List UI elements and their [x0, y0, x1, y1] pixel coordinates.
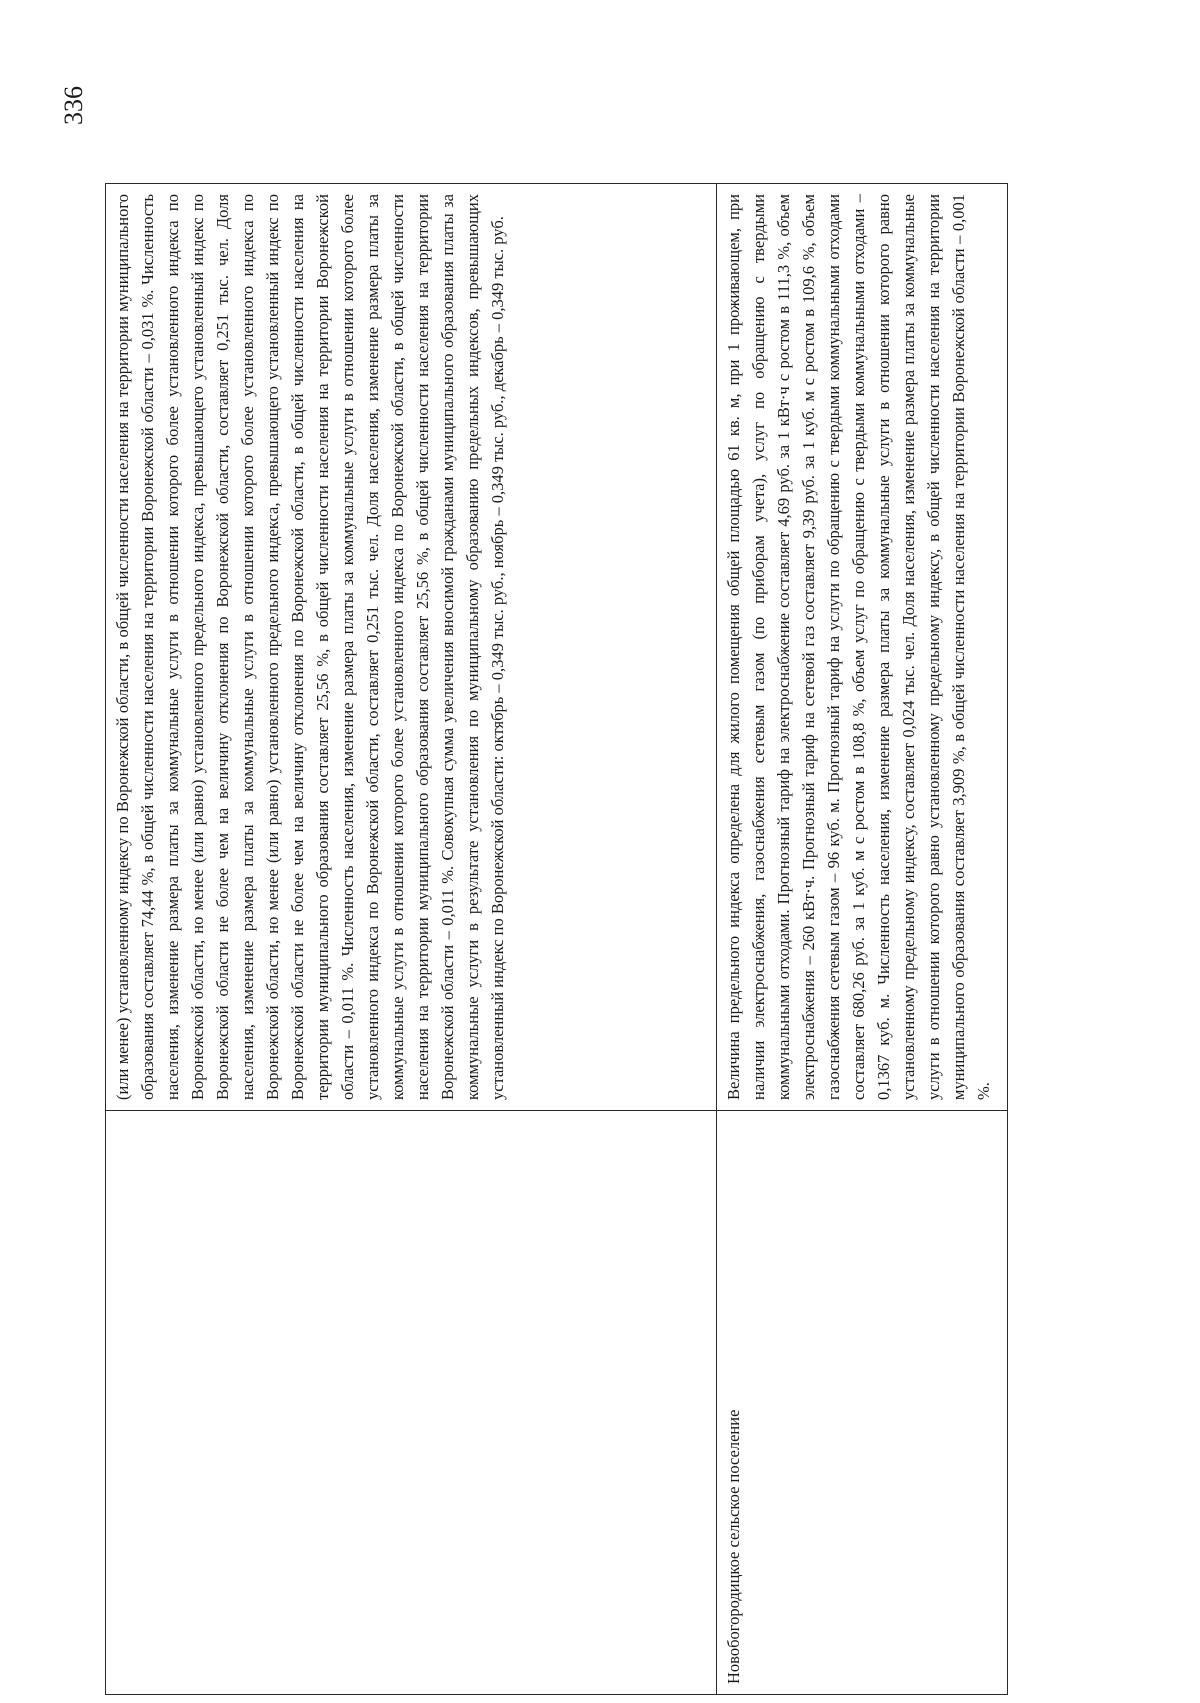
- municipality-cell: [106, 1111, 717, 1695]
- description-cell: (или менее) установленному индексу по Воронежской области, в общей численности населения на территории муниципального образования составляет 74,44 %, в общей численности населения на территории Воронежской области – 0,031 %. Численность населения, изменение размера платы за коммунальные услуги в отношении которого более установленного индекса по Воронежской области, но менее (или равно) установленного предельного индекса, превышающего установленный индекс по Воронежской области не более чем на величину отклонения по Воронежской области, составляет 0,251 тыс. чел. Доля населения, изменение размера платы за коммунальные услуги в отношении которого более установленного индекса по Воронежской области, но менее (или равно) установленного предельного индекса, превышающего установленный индекс по Воронежской области не более чем на величину отклонения по Воронежской области, в общей численности населения на территории муниципального образования составляет 25,56 %, в общей численности населения на территории Воронежской области – 0,011 %. Численность населения, изменение размера платы за коммунальные услуги в отношении которого более установленного индекса по Воронежской области, составляет 0,251 тыс. чел. Доля населения, изменение размера платы за коммунальные услуги в отношении которого более установленного индекса по Воронежской области, в общей численности населения на территории муниципального образования составляет 25,56 %, в общей численности населения на территории Воронежской области – 0,011 %. Совокупная сумма увеличения вносимой гражданами муниципального образования платы за коммунальные услуги в результате установления по муниципальному образованию предельных индексов, превышающих установленный индекс по Воронежской области: октябрь – 0,349 тыс. руб., ноябрь – 0,349 тыс. руб., декабрь – 0,349 тыс. руб.: [106, 184, 717, 1111]
- description-cell: Величина предельного индекса определена для жилого помещения общей площадью 61 кв. м, при 1 проживающем, при наличии электроснабжения, газоснабжения сетевым газом (по приборам учета), услуг по обращению с твердыми коммунальными отходами. Прогнозный тариф на электроснабжение составляет 4,69 руб. за 1 кВт·ч с ростом в 111,3 %, объем электроснабжения – 260 кВт·ч. Прогнозный тариф на сетевой газ составляет 9,39 руб. за 1 куб. м с ростом в 109,6 %, объем газоснабжения сетевым газом – 96 куб. м. Прогнозный тариф на услуги по обращению с твердыми коммунальными отходами составляет 680,26 руб. за 1 куб. м с ростом в 108,8 %, объем услуг по обращению с твердыми коммунальными отходами – 0,1367 куб. м. Численность населения, изменение размера платы за коммунальные услуги в отношении которого равно установленному предельному индексу, составляет 0,024 тыс. чел. Доля населения, изменение размера платы за коммунальные услуги в отношении которого равно установленному предельному индексу, в общей численности населения на территории муниципального образования составляет 3,909 %, в общей численности населения на территории Воронежской области – 0,001 %.: [717, 184, 1008, 1111]
- table-row: [717, 184, 1008, 1695]
- rotated-page-content: [0, 40, 1200, 1703]
- tariff-index-table: [105, 183, 1008, 1695]
- municipality-cell: Новобогородицкое сельское поселение: [717, 1111, 1008, 1695]
- table-row: [106, 184, 717, 1695]
- page-number: 336: [59, 86, 88, 125]
